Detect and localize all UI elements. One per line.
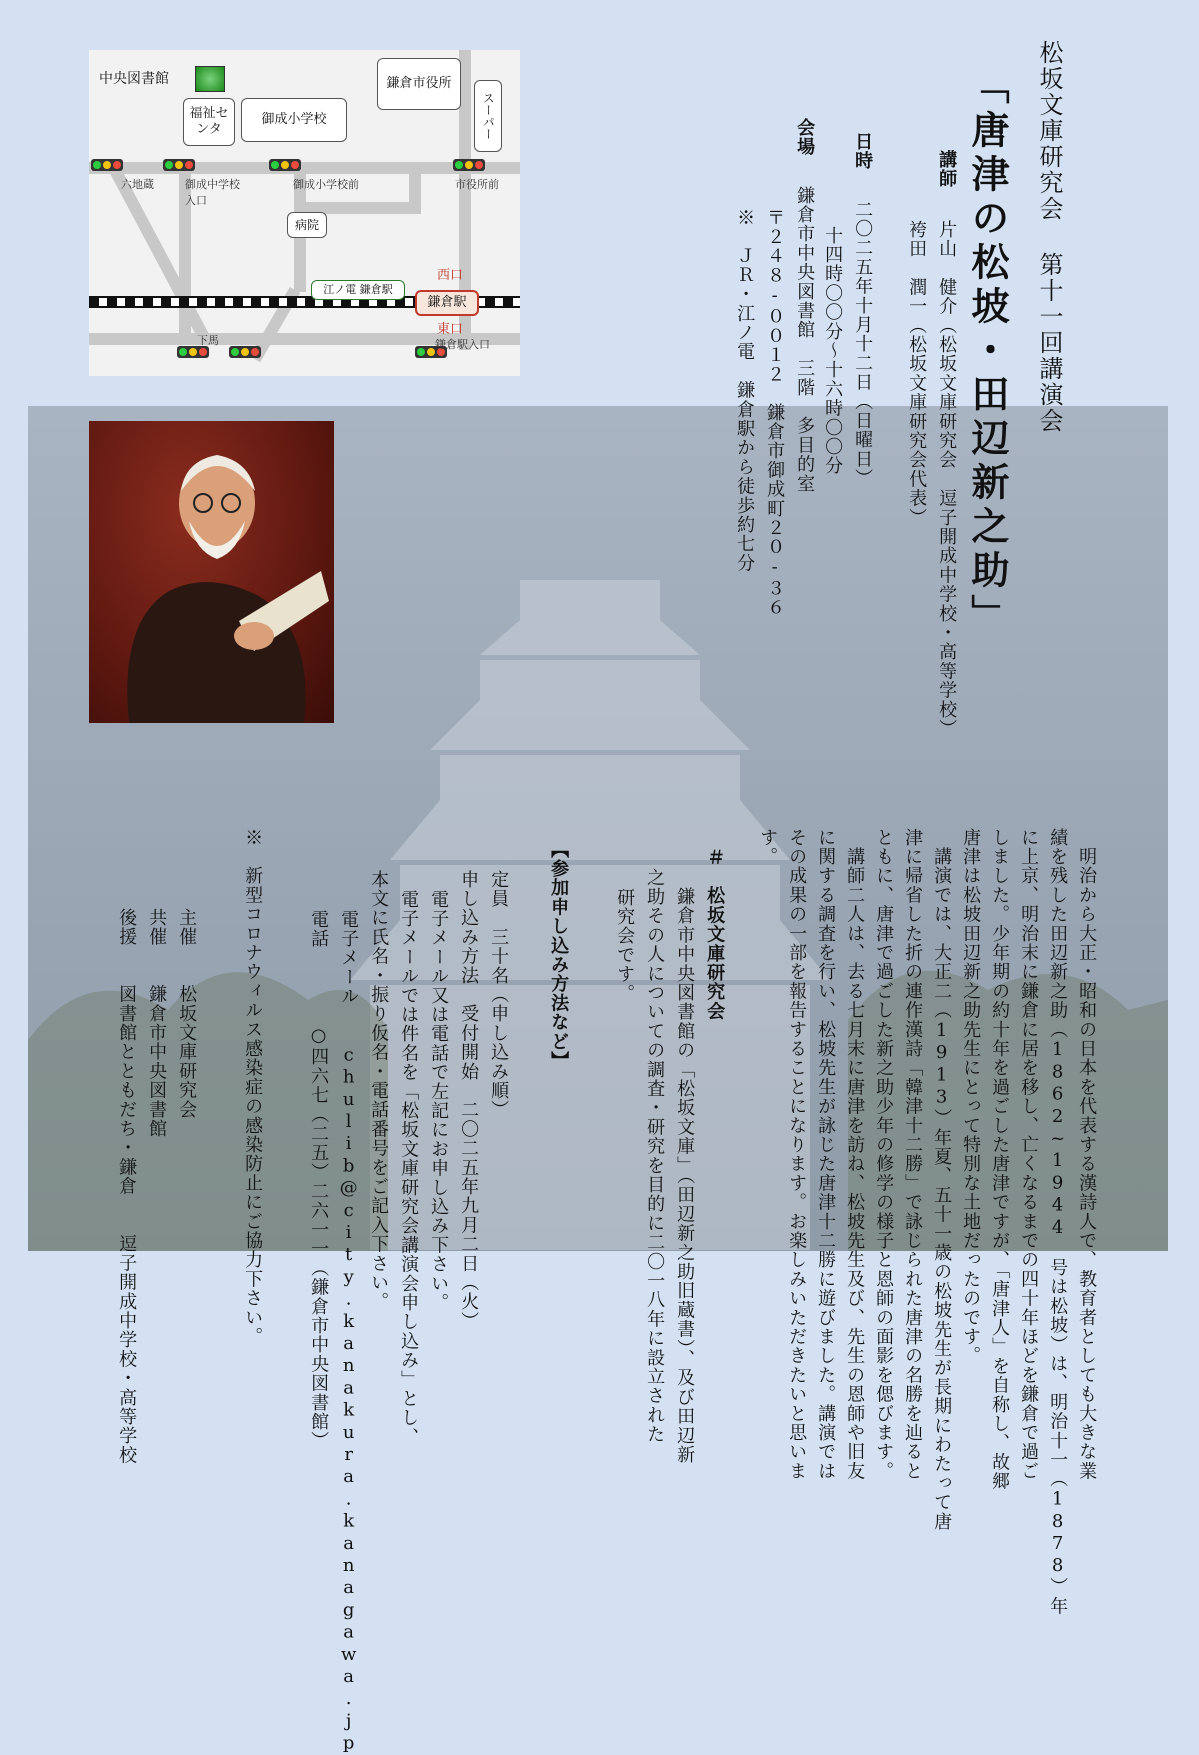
intro-line: その成果の一部を報告することになります。お楽しみいただきたいと思いま xyxy=(786,828,808,1481)
application-capacity: 定員 三十名（申し込み順） xyxy=(488,870,510,1120)
map-hospital-box: 病院 xyxy=(287,212,327,238)
society-line: 之助その人についての調査・研究を目的に二〇一八年に設立された xyxy=(644,868,666,1444)
society-line: 鎌倉市中央図書館の「松坂文庫」（田辺新之助旧蔵書）、及び田辺新 xyxy=(674,868,696,1465)
application-mail-note: 電子メールでは件名を「松坂文庫研究会講演会申し込み」とし、 xyxy=(398,890,420,1447)
intro-line: に関する調査を行い、松坡先生が詠じた唐津十二勝に遊びました。講演では xyxy=(815,828,837,1481)
map-welfare-box: 福祉センタ xyxy=(183,98,235,146)
venue-access: ※ ＪＲ・江ノ電 鎌倉駅から徒歩約七分 xyxy=(734,208,756,573)
lecturers-label: 講師 xyxy=(936,150,958,189)
datetime-time: 十四時〇〇分～十六時〇〇分 xyxy=(822,226,844,476)
intro-line: 唐津は松坡田辺新之助先生にとって特別な土地だったのです。 xyxy=(960,828,982,1366)
intro-line: す。 xyxy=(757,828,779,867)
signal-label: 御成中学校入口 xyxy=(185,178,240,207)
lecture-series-title: 松坂文庫研究会 第十一回講演会 xyxy=(1035,40,1063,434)
application-email: 電子メール chulib@city.kanakura.kanagawa.jp xyxy=(338,910,360,1755)
application-method: 申し込み方法 受付開始 二〇二五年九月二日（火） xyxy=(458,870,480,1331)
traffic-light-icon xyxy=(269,159,301,171)
portrait-image xyxy=(89,421,334,723)
application-heading: 【参加申し込み方法など】 xyxy=(548,840,570,1071)
map-library-label: 中央図書館 xyxy=(99,71,169,87)
organizer-host: 主催 松坂文庫研究会 xyxy=(176,908,198,1120)
intro-line: 績を残した田辺新之助（1862~1944 号は松坡）は、明治十一（1878）年 xyxy=(1047,828,1069,1616)
intro-line: しました。少年期の約十年を過ごした唐津ですが、「唐津人」を自称し、故郷 xyxy=(989,828,1011,1491)
signal-label: 下馬 xyxy=(197,334,219,347)
traffic-light-icon xyxy=(163,159,195,171)
lecturer-1: 片山 健介（松坂文庫研究会 逗子開成中学校・高等学校） xyxy=(936,220,958,739)
intro-line: 講師二人は、去る七月末に唐津を訪ね、松坡先生及び、先生の恩師や旧友 xyxy=(844,828,866,1481)
organizer-cohost: 共催 鎌倉市中央図書館 xyxy=(146,908,168,1139)
map-east-exit: 東口 xyxy=(437,322,464,337)
access-map xyxy=(89,50,520,376)
datetime-label: 日時 xyxy=(852,132,874,171)
intro-line: 明治から大正・昭和の日本を代表する漢詩人で、教育者としても大きな業 xyxy=(1076,828,1098,1481)
map-cityhall-box: 鎌倉市役所 xyxy=(377,58,461,110)
intro-line: 津に帰省した折の連作漢詩「韓津十二勝」で詠じられた唐津の名勝を辿ると xyxy=(902,828,924,1481)
organizer-support: 後援 図書館とともだち・鎌倉 逗子開成中学校・高等学校 xyxy=(116,908,138,1465)
lecturer-2: 袴田 潤一（松坂文庫研究会代表） xyxy=(906,220,928,528)
intro-line: 講演では、大正二（1913）年夏、五十一歳の松坡先生が長期にわたって唐 xyxy=(931,828,953,1532)
covid-notice: ※ 新型コロナウィルス感染症の感染防止にご協力下さい。 xyxy=(242,828,264,1347)
society-heading: ＃ 松坂文庫研究会 xyxy=(704,848,726,1021)
map-enoden-box: 江ノ電 鎌倉駅 xyxy=(311,280,405,300)
traffic-light-icon xyxy=(229,346,261,358)
society-line: 研究会です。 xyxy=(614,888,636,1004)
signal-label: 六地蔵 xyxy=(121,178,154,191)
library-marker-icon xyxy=(195,66,225,92)
map-school-box: 御成小学校 xyxy=(241,98,347,142)
intro-line: に上京、明治末に鎌倉に居を移し、亡くなるまでの四十年ほどを鎌倉で過ご xyxy=(1018,828,1040,1481)
lecture-title: 「唐津の松坡・田辺新之助」 xyxy=(965,66,1010,638)
signal-label: 鎌倉駅入口 xyxy=(435,338,490,351)
datetime-date: 二〇二五年十月十二日（日曜日） xyxy=(852,200,874,488)
map-west-exit: 西口 xyxy=(437,268,464,283)
traffic-light-icon xyxy=(453,159,485,171)
signal-label: 御成小学校前 xyxy=(293,178,359,191)
traffic-light-icon xyxy=(91,159,123,171)
map-station-box: 鎌倉駅 xyxy=(415,290,479,316)
venue-address: 〒２４８-００１２ 鎌倉市御成町２０-３６ xyxy=(764,208,786,618)
application-mail-note-2: 本文に氏名・振り仮名・電話番号をご記入下さい。 xyxy=(368,870,390,1312)
venue-name: 鎌倉市中央図書館 三階 多目的室 xyxy=(794,186,816,494)
intro-line: ともに、唐津で過ごした新之助少年の修学の様子と恩師の面影を偲びます。 xyxy=(873,828,895,1481)
application-method-2: 電子メール又は電話で左記にお申し込み下さい。 xyxy=(428,890,450,1313)
application-phone: 電話 ○四六七（二五）二六一一（鎌倉市中央図書館） xyxy=(308,910,330,1451)
venue-label: 会場 xyxy=(794,118,816,157)
map-super-box: スーパー xyxy=(474,80,502,152)
signal-label: 市役所前 xyxy=(455,178,499,191)
